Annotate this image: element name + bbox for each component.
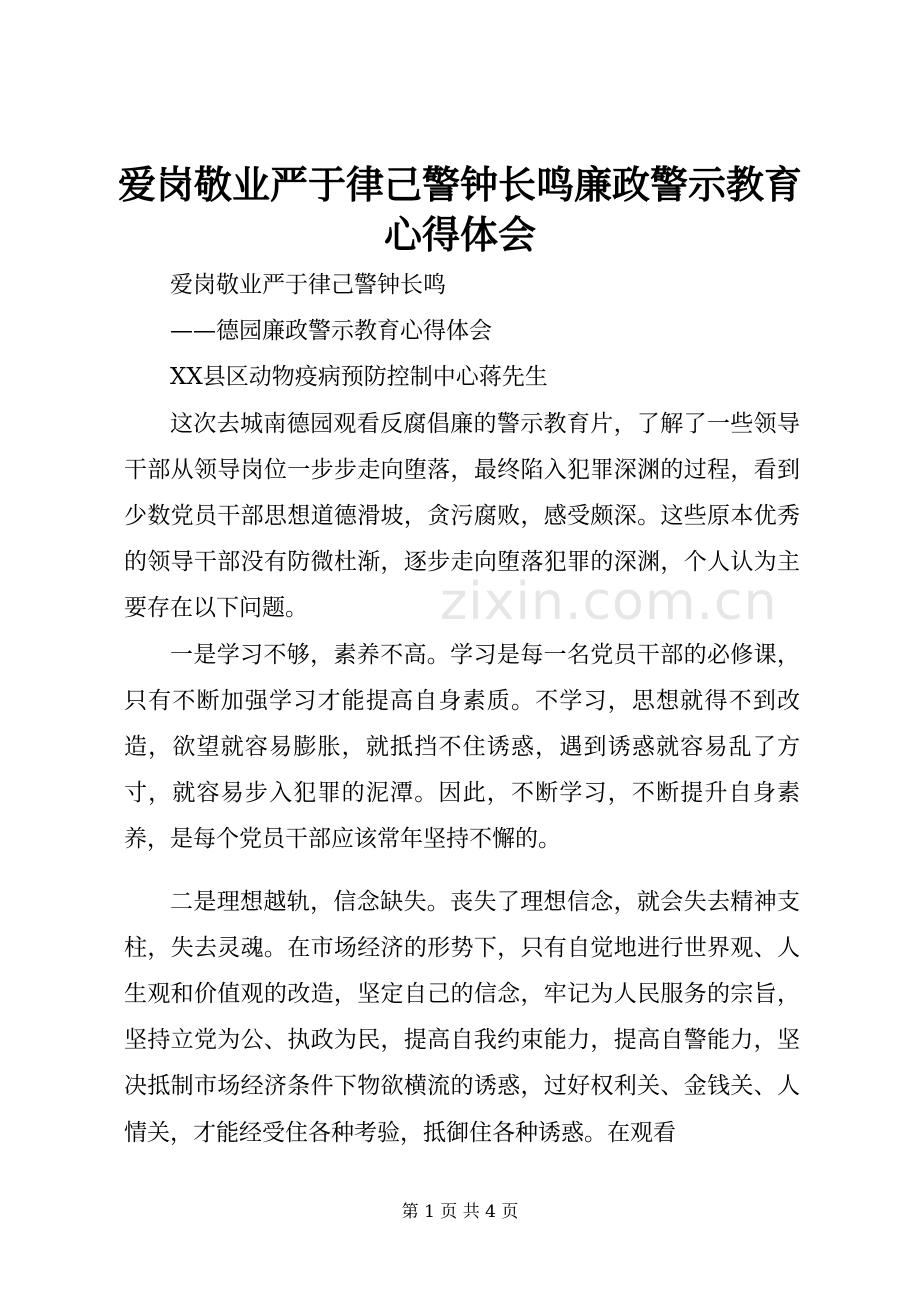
author-line: XX县区动物疫病预防控制中心蒋先生 bbox=[170, 364, 548, 391]
subheading-line: ——德园廉政警示教育心得体会 bbox=[170, 318, 492, 345]
document-body bbox=[124, 262, 800, 1156]
document-title: 爱岗敬业严于律己警钟长鸣廉政警示教育心得体会 bbox=[117, 162, 802, 257]
paragraph-intro: 这次去城南德园观看反腐倡廉的警示教育片，了解了一些领导干部从领导岗位一步步走向堕落，最终陷入犯罪深渊的过程，看到少数党员干部思想道德滑坡，贪污腐败，感受颇深。这些原本优秀的领导干部没有防微杜渐，逐步走向堕落犯罪的深渊，个人认为主要存在以下问题。 bbox=[124, 410, 800, 622]
paragraph-point-one: 一是学习不够，素养不高。学习是每一名党员干部的必修课，只有不断加强学习才能提高自身素质。不学习，思想就得不到改造，欲望就容易膨胀，就抵挡不住诱惑，遇到诱惑就容易乱了方寸，就容易步入犯罪的泥潭。因此，不断学习，不断提升自身素养，是每个党员干部应该常年坚持不懈的。 bbox=[124, 641, 800, 853]
heading-line: 爱岗敬业严于律己警钟长鸣 bbox=[170, 272, 446, 298]
page-number-footer: 第 1 页 共 4 页 bbox=[401, 1202, 519, 1222]
paragraph-point-two: 二是理想越轨，信念缺失。丧失了理想信念，就会失去精神支柱，失去灵魂。在市场经济的形势下，只有自觉地进行世界观、人生观和价值观的改造，坚定自己的信念，牢记为人民服务的宗旨，坚持立党为公、执政为民，提高自我约束能力，提高自警能力，坚决抵制市场经济条件下物欲横流的诱惑，过好权利关、金钱关、人情关，才能经受住各种考验，抵御住各种诱惑。在观看 bbox=[124, 888, 800, 1146]
watermark-text: zixin.com.cn bbox=[440, 572, 778, 632]
